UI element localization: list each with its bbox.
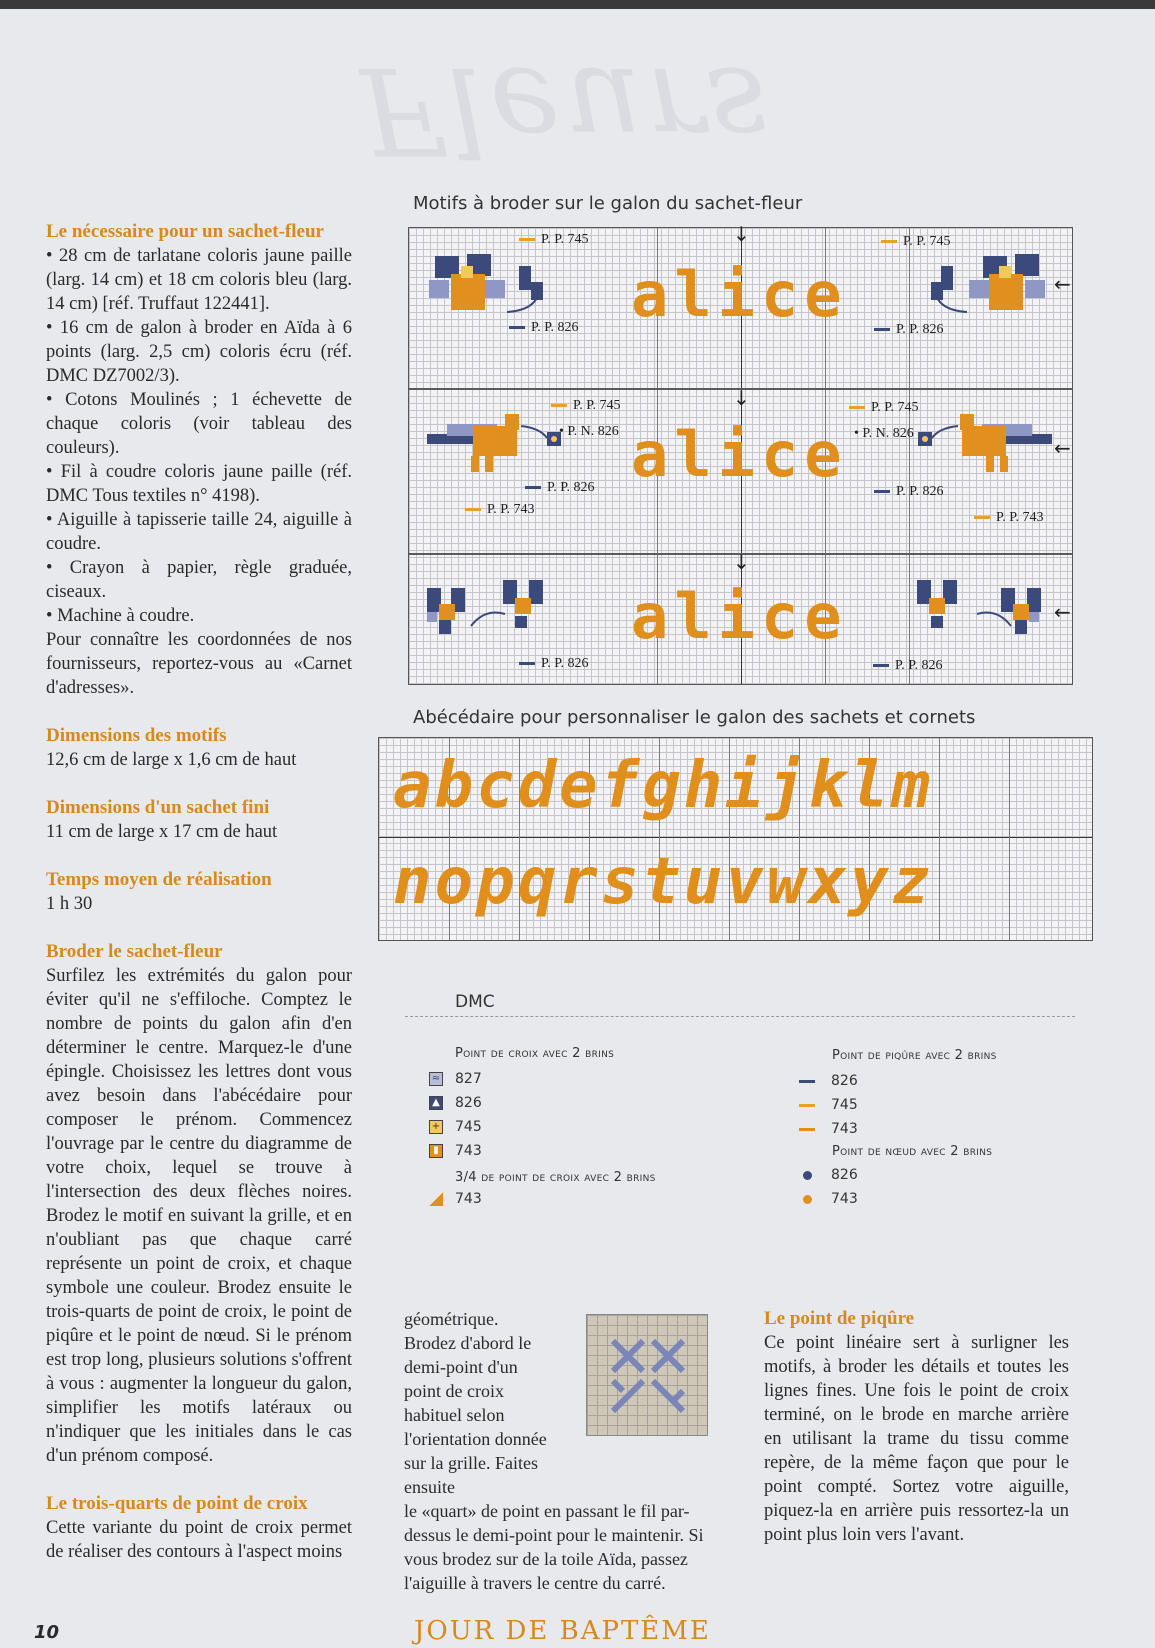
key-three-quarter-title: 3/4 de point de croix avec 2 brins: [455, 1170, 656, 1185]
supply-item: • Crayon à papier, règle graduée, ciseaux.: [46, 558, 352, 602]
key-row: 743: [429, 1188, 482, 1210]
left-column: [46, 220, 352, 1564]
three-quarter-continued: géométrique. Brodez d'abord le demi-point d'un point de croix habituel selon l'orientation donnée sur la grille. Faites ensuite: [404, 1309, 547, 1497]
key-row: ≈ 827: [429, 1068, 482, 1090]
key-row: ▲ 826: [429, 1092, 482, 1114]
supplier-note: Pour connaître les coordonnées de nos fournisseurs, reportez-vous au «Carnet d'adresses».: [46, 630, 352, 698]
label-french-knot: • P. N. 826: [854, 426, 914, 441]
center-arrow-icon: ←: [1054, 272, 1071, 296]
knot-dot-icon: [803, 1171, 812, 1180]
section-title-motif-size: Dimensions des motifs: [46, 725, 227, 746]
section-title-time: Temps moyen de réalisation: [46, 869, 272, 890]
key-row: 743: [803, 1188, 858, 1210]
stitch-diagram-icon: [587, 1315, 709, 1437]
center-arrow-icon: ↓: [733, 386, 750, 410]
symbol-icon: ▮: [429, 1144, 443, 1158]
center-arrow-icon: ↓: [733, 222, 750, 246]
magazine-title: JOUR DE BAPTÊME: [414, 1616, 711, 1646]
symbol-icon: ▲: [429, 1096, 443, 1110]
motif-name-row3: alice: [631, 580, 848, 653]
three-quarter-text: Cette variante du point de croix permet de réaliser des contours à l'aspect moins: [46, 1518, 352, 1562]
right-column: [764, 1307, 1069, 1547]
alphabet-line-1: abcdefghijklm: [393, 749, 933, 823]
supply-item: • Aiguille à tapisserie taille 24, aiguille à coudre.: [46, 510, 352, 554]
section-title-embroider: Broder le sachet-fleur: [46, 941, 223, 962]
triangle-icon: [429, 1192, 443, 1206]
embroider-text: Surfilez les extrémités du galon pour éviter qu'il ne s'effiloche. Comptez le nombre de points du galon afin d'en déterminer le centre. Marquez-le d'une épingle. Choisissez les lettres dont vous avez besoin dans l'abécédaire pour composer le prénom. Commencez l'ouvrage par le centre du diagramme de votre choix, lequel se trouve à l'intersection des deux flèches noires. Brodez le motif en suivant la grille, et en n'oubliant pas que chaque carré représente un point de croix, et chaque symbole une couleur. Brodez ensuite le trois-quarts de point de croix, le point de piqûre et le point de nœud. Si le prénom est trop long, plusieurs solutions s'offrent à vous : augmenter la longueur du galon, simplifier les motifs latéraux ou n'indiquer que les initiales dans le cas d'un prénom composé.: [46, 966, 352, 1466]
alphabet-title: Abécédaire pour personnaliser le galon des sachets et cornets: [413, 707, 976, 728]
backstitch-text: Ce point linéaire sert à surligner les motifs, à broder les détails et toutes les lignes fines. Une fois le point de croix terminé, on le brode en marche arrière en utilisant la trame du tissu comme repère, de la même façon que pour le point compté. Sortez votre aiguille, piquez-la en arrière puis ressortez-la un point plus loin vers l'avant.: [764, 1333, 1069, 1545]
alphabet-grid: [378, 737, 1093, 941]
key-cross-title: Point de croix avec 2 brins: [455, 1046, 615, 1061]
violet-motif-left: [425, 578, 565, 658]
label-backstitch: P. P. 826: [519, 656, 588, 672]
bird-motif-left: [425, 408, 575, 488]
top-edge: [0, 0, 1155, 9]
key-row: 826: [799, 1070, 858, 1092]
label-backstitch: P. P. 826: [509, 320, 578, 336]
symbol-icon: ≈: [429, 1072, 443, 1086]
symbol-icon: +: [429, 1120, 443, 1134]
motifs-grid: [408, 222, 1073, 685]
section-title-supplies: Le nécessaire pour un sachet-fleur: [46, 221, 324, 242]
key-title: DMC: [455, 992, 495, 1012]
bird-motif-right: [904, 408, 1054, 488]
center-arrow-icon: ←: [1054, 436, 1071, 460]
page-number: 10: [34, 1622, 60, 1643]
three-quarter-stitch-diagram: [586, 1314, 708, 1436]
key-backstitch-title: Point de piqûre avec 2 brins: [832, 1048, 997, 1063]
key-row: 745: [799, 1094, 858, 1116]
watermark-title: Fleurs: [360, 40, 773, 179]
supply-item: • Fil à coudre coloris jaune paille (réf. DMC Tous textiles n° 4198).: [46, 462, 352, 506]
motif-size-text: 12,6 cm de large x 1,6 cm de haut: [46, 750, 297, 770]
label-french-knot: • P. N. 826: [559, 424, 619, 439]
supply-item: • Cotons Moulinés ; 1 échevette de chaque coloris (voir tableau des couleurs).: [46, 390, 352, 458]
label-backstitch: P. P. 826: [873, 658, 942, 674]
motifs-title: Motifs à broder sur le galon du sachet-fleur: [413, 193, 803, 214]
supply-item: • 16 cm de galon à broder en Aïda à 6 points (larg. 2,5 cm) coloris écru (réf. DMC DZ7002/3).: [46, 318, 352, 386]
key-row: ▮ 743: [429, 1140, 482, 1162]
key-row: + 745: [429, 1116, 482, 1138]
section-title-bag-size: Dimensions d'un sachet fini: [46, 797, 270, 818]
label-backstitch: P. P. 745: [881, 234, 950, 250]
key-row: 743: [799, 1118, 858, 1140]
label-backstitch: P. P. 743: [465, 502, 534, 518]
label-backstitch: P. P. 826: [874, 322, 943, 338]
key-row: 826: [803, 1164, 858, 1186]
pansy-motif-left: [427, 250, 547, 330]
knot-dot-icon: [803, 1195, 812, 1204]
section-title-three-quarter: Le trois-quarts de point de croix: [46, 1493, 308, 1514]
label-backstitch: P. P. 826: [874, 484, 943, 500]
label-backstitch: P. P. 745: [519, 232, 588, 248]
section-title-backstitch: Le point de piqûre: [764, 1308, 915, 1329]
motif-name-row2: alice: [631, 418, 848, 491]
label-backstitch: P. P. 745: [551, 398, 620, 414]
center-arrow-icon: ←: [1054, 600, 1071, 624]
key-knot-title: Point de nœud avec 2 brins: [832, 1144, 993, 1159]
time-text: 1 h 30: [46, 894, 93, 914]
label-backstitch: P. P. 745: [849, 400, 918, 416]
color-key: [405, 990, 1075, 1230]
pansy-motif-right: [927, 250, 1047, 330]
supply-item: • 28 cm de tarlatane coloris jaune paille (larg. 14 cm) et 18 cm coloris bleu (larg. 14 cm) [réf. Truffaut 122441].: [46, 246, 352, 314]
three-quarter-continued-2: le «quart» de point en passant le fil par-dessus le demi-point pour le maintenir. Si vous brodez sur de la toile Aïda, passez l'aiguille à travers le centre du carré.: [404, 1501, 704, 1593]
label-backstitch: P. P. 743: [974, 510, 1043, 526]
alphabet-line-2: nopqrstuvwxyz: [393, 845, 933, 919]
bag-size-text: 11 cm de large x 17 cm de haut: [46, 822, 278, 842]
label-backstitch: P. P. 826: [525, 480, 594, 496]
supply-item: • Machine à coudre.: [46, 606, 195, 626]
violet-motif-right: [917, 578, 1057, 658]
center-arrow-icon: ↓: [733, 550, 750, 574]
motif-name-row1: alice: [631, 258, 848, 331]
